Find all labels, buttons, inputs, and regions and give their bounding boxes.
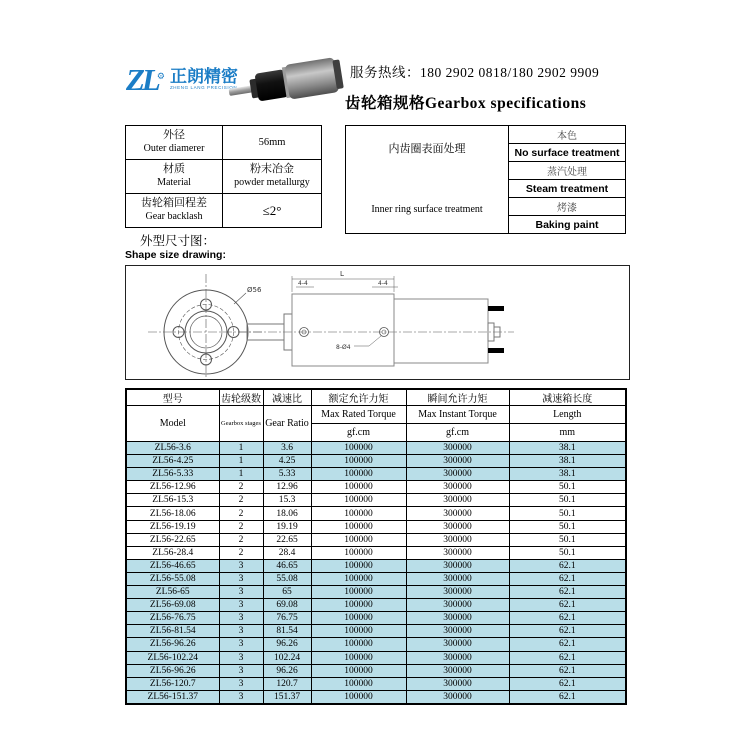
table-row (126, 455, 626, 468)
table-cell: 50.1 (509, 507, 626, 520)
table-cell: 300000 (406, 625, 509, 638)
table-cell: 62.1 (509, 677, 626, 690)
table-cell: ZL56-151.37 (126, 690, 219, 704)
table-cell: ZL56-18.06 (126, 507, 219, 520)
table-row (126, 638, 626, 651)
table-cell: 2 (219, 494, 263, 507)
table-cell: 18.06 (263, 507, 311, 520)
table-cell: 65 (263, 586, 311, 599)
table-cell: 300000 (406, 520, 509, 533)
col-header: Gear Ratio (263, 406, 311, 442)
table-cell: 300000 (406, 507, 509, 520)
col-header: 型号 (126, 389, 219, 406)
drawing-label-en: Shape size drawing: (125, 249, 226, 261)
spec-value (223, 160, 322, 194)
table-cell: ZL56-96.26 (126, 664, 219, 677)
table-cell: 38.1 (509, 455, 626, 468)
drawing-label-cn: 外型尺寸图： (140, 234, 216, 248)
table-row (126, 599, 626, 612)
table-row (126, 194, 322, 228)
table-cell: 100000 (311, 468, 406, 481)
table-cell: 100000 (311, 625, 406, 638)
table-row (126, 586, 626, 599)
table-cell: 50.1 (509, 546, 626, 559)
dim-holes-left-label: 4-4 (298, 280, 308, 287)
table-cell: 62.1 (509, 599, 626, 612)
table-cell: 100000 (311, 520, 406, 533)
table-cell: 300000 (406, 664, 509, 677)
table-cell: ZL56-120.7 (126, 677, 219, 690)
gear-icon: ⚙ (156, 72, 165, 82)
table-cell: ZL56-5.33 (126, 468, 219, 481)
table-cell: ZL56-28.4 (126, 546, 219, 559)
table-cell: 69.08 (263, 599, 311, 612)
table-cell: 62.1 (509, 664, 626, 677)
dim-holes-leader-label: 8-Ø4 (336, 344, 351, 351)
surface-option: 本色 (509, 126, 626, 144)
table-cell: 100000 (311, 586, 406, 599)
table-row (126, 664, 626, 677)
table-cell: 28.4 (263, 546, 311, 559)
dim-holes-right-label: 4-4 (378, 280, 388, 287)
label-cn: 材质 (163, 163, 185, 176)
table-cell: 50.1 (509, 494, 626, 507)
table-cell: 300000 (406, 481, 509, 494)
label-cn: 内齿圈表面处理 (388, 143, 466, 155)
table-cell: 100000 (311, 559, 406, 572)
table-cell: 38.1 (509, 468, 626, 481)
table-cell: 76.75 (263, 612, 311, 625)
gearbox-spec-table (125, 388, 627, 705)
table-cell: 19.19 (263, 520, 311, 533)
table-cell: 300000 (406, 533, 509, 546)
table-cell: 151.37 (263, 690, 311, 704)
surface-treatment-table (345, 125, 626, 234)
table-cell: ZL56-15.3 (126, 494, 219, 507)
spec-label (126, 160, 223, 194)
table-cell: 100000 (311, 612, 406, 625)
table-cell: 100000 (311, 690, 406, 704)
col-header: 瞬间允许力矩 (406, 389, 509, 406)
table-cell: 100000 (311, 677, 406, 690)
col-header: Max Rated Torque (311, 406, 406, 424)
table-cell: 300000 (406, 690, 509, 704)
table-cell: 100000 (311, 546, 406, 559)
table-cell: ZL56-55.08 (126, 572, 219, 585)
table-cell: 62.1 (509, 612, 626, 625)
table-cell: 62.1 (509, 586, 626, 599)
col-header: Length (509, 406, 626, 424)
surface-option: Steam treatment (509, 180, 626, 198)
spec-table-body (126, 442, 626, 704)
table-row (126, 442, 626, 455)
table-cell: ZL56-76.75 (126, 612, 219, 625)
table-cell: 300000 (406, 599, 509, 612)
table-cell: ZL56-46.65 (126, 559, 219, 572)
table-cell: 62.1 (509, 651, 626, 664)
table-cell: ZL56-19.19 (126, 520, 219, 533)
table-cell: 38.1 (509, 442, 626, 455)
table-row (126, 546, 626, 559)
motor-illustration (226, 56, 344, 108)
spec-value: ≤2° (223, 194, 322, 228)
table-row (126, 651, 626, 664)
table-row (126, 468, 626, 481)
label-en: Gear backlash (145, 211, 203, 223)
surface-option: 烤漆 (509, 198, 626, 216)
table-cell: 100000 (311, 442, 406, 455)
col-unit: mm (509, 424, 626, 442)
col-unit: gf.cm (406, 424, 509, 442)
table-cell: 2 (219, 481, 263, 494)
table-cell: 62.1 (509, 559, 626, 572)
table-row (126, 625, 626, 638)
table-cell: 300000 (406, 494, 509, 507)
table-cell: 300000 (406, 638, 509, 651)
label-en: Material (157, 177, 191, 189)
table-cell: 300000 (406, 455, 509, 468)
table-cell: 300000 (406, 651, 509, 664)
page-title: 齿轮箱规格Gearbox specifications (345, 95, 587, 112)
table-cell: 100000 (311, 664, 406, 677)
table-cell: 3 (219, 559, 263, 572)
product-photo (225, 50, 347, 117)
dimension-drawing (125, 265, 630, 380)
value-cn: 粉末冶金 (250, 163, 294, 176)
table-cell: 96.26 (263, 638, 311, 651)
table-cell: 100000 (311, 494, 406, 507)
table-cell: ZL56-65 (126, 586, 219, 599)
table-cell: 300000 (406, 559, 509, 572)
table-cell: 50.1 (509, 481, 626, 494)
table-row (126, 494, 626, 507)
table-cell: 62.1 (509, 690, 626, 704)
table-cell: 100000 (311, 638, 406, 651)
table-cell: 2 (219, 533, 263, 546)
table-cell: ZL56-3.6 (126, 442, 219, 455)
table-cell: 50.1 (509, 520, 626, 533)
outer-spec-table (125, 125, 322, 228)
table-cell: 300000 (406, 468, 509, 481)
table-cell: 100000 (311, 651, 406, 664)
table-cell: 2 (219, 546, 263, 559)
table-cell: 3 (219, 651, 263, 664)
company-logo (126, 64, 238, 95)
table-cell: 3.6 (263, 442, 311, 455)
table-cell: 3 (219, 625, 263, 638)
label-en: Inner ring surface treatment (371, 204, 483, 215)
table-row (126, 160, 322, 194)
table-row (126, 126, 322, 160)
table-cell: 300000 (406, 572, 509, 585)
table-cell: 300000 (406, 546, 509, 559)
table-cell: 46.65 (263, 559, 311, 572)
table-cell: 62.1 (509, 625, 626, 638)
spec-label (126, 194, 223, 228)
table-cell: 15.3 (263, 494, 311, 507)
table-cell: ZL56-69.08 (126, 599, 219, 612)
table-cell: 22.65 (263, 533, 311, 546)
table-cell: 100000 (311, 533, 406, 546)
table-cell: 62.1 (509, 638, 626, 651)
service-hotline: 服务热线：180 2902 0818/180 2902 9909 (350, 65, 600, 80)
table-cell: 3 (219, 599, 263, 612)
table-cell: 2 (219, 520, 263, 533)
table-row (126, 572, 626, 585)
table-cell: 12.96 (263, 481, 311, 494)
table-row (126, 559, 626, 572)
table-cell: 1 (219, 455, 263, 468)
table-cell: 55.08 (263, 572, 311, 585)
table-cell: 5.33 (263, 468, 311, 481)
table-row (346, 126, 626, 144)
value-en: powder metallurgy (234, 177, 310, 189)
table-row (126, 677, 626, 690)
table-cell: 1 (219, 468, 263, 481)
table-cell: 100000 (311, 599, 406, 612)
spec-label (126, 126, 223, 160)
surface-treatment-label (346, 126, 509, 234)
table-cell: 3 (219, 677, 263, 690)
table-cell: 300000 (406, 586, 509, 599)
col-header: 减速比 (263, 389, 311, 406)
table-cell: ZL56-22.65 (126, 533, 219, 546)
table-row (126, 533, 626, 546)
col-unit: gf.cm (311, 424, 406, 442)
label-cn: 外径 (163, 129, 185, 142)
surface-option: Baking paint (509, 216, 626, 234)
table-row (126, 612, 626, 625)
table-cell: 300000 (406, 677, 509, 690)
table-cell: ZL56-4.25 (126, 455, 219, 468)
dim-length-label: L (340, 270, 344, 278)
table-cell: 100000 (311, 481, 406, 494)
table-cell: 50.1 (509, 533, 626, 546)
surface-option: 蒸汽处理 (509, 162, 626, 180)
table-cell: ZL56-81.54 (126, 625, 219, 638)
table-cell: 100000 (311, 455, 406, 468)
col-header: 齿轮级数 (219, 389, 263, 406)
table-cell: 3 (219, 690, 263, 704)
table-cell: ZL56-12.96 (126, 481, 219, 494)
table-row (126, 690, 626, 704)
table-cell: 96.26 (263, 664, 311, 677)
table-cell: 3 (219, 572, 263, 585)
surface-option: No surface treatment (509, 144, 626, 162)
table-cell: 3 (219, 612, 263, 625)
table-cell: 62.1 (509, 572, 626, 585)
table-cell: 2 (219, 507, 263, 520)
table-cell: 3 (219, 638, 263, 651)
table-cell: 102.24 (263, 651, 311, 664)
logo-zl-mark: ZL (126, 62, 158, 97)
table-cell: 3 (219, 586, 263, 599)
col-header: 额定允许力矩 (311, 389, 406, 406)
table-cell: 300000 (406, 612, 509, 625)
label-cn: 齿轮箱回程差 (141, 197, 207, 210)
brand-name-en: ZHENG LANG PRECISION (169, 85, 238, 91)
table-cell: 4.25 (263, 455, 311, 468)
table-cell: 120.7 (263, 677, 311, 690)
col-header: 减速箱长度 (509, 389, 626, 406)
brand-name-cn: 正朗精密 (169, 67, 238, 87)
table-cell: 100000 (311, 507, 406, 520)
table-cell: 300000 (406, 442, 509, 455)
table-row (126, 481, 626, 494)
header-row-cn (126, 389, 626, 406)
col-header: Max Instant Torque (406, 406, 509, 424)
col-header: Model (126, 406, 219, 442)
spec-value: 56mm (223, 126, 322, 160)
dim-diameter-label: Ø56 (247, 286, 262, 294)
table-cell: 100000 (311, 572, 406, 585)
label-en: Outer diamerer (143, 143, 205, 155)
col-header: Gearbox stages (219, 406, 263, 442)
header-row-en (126, 406, 626, 424)
table-cell: 81.54 (263, 625, 311, 638)
table-row (126, 520, 626, 533)
table-cell: ZL56-102.24 (126, 651, 219, 664)
table-cell: 1 (219, 442, 263, 455)
table-cell: ZL56-96.26 (126, 638, 219, 651)
table-cell: 3 (219, 664, 263, 677)
table-row (126, 507, 626, 520)
